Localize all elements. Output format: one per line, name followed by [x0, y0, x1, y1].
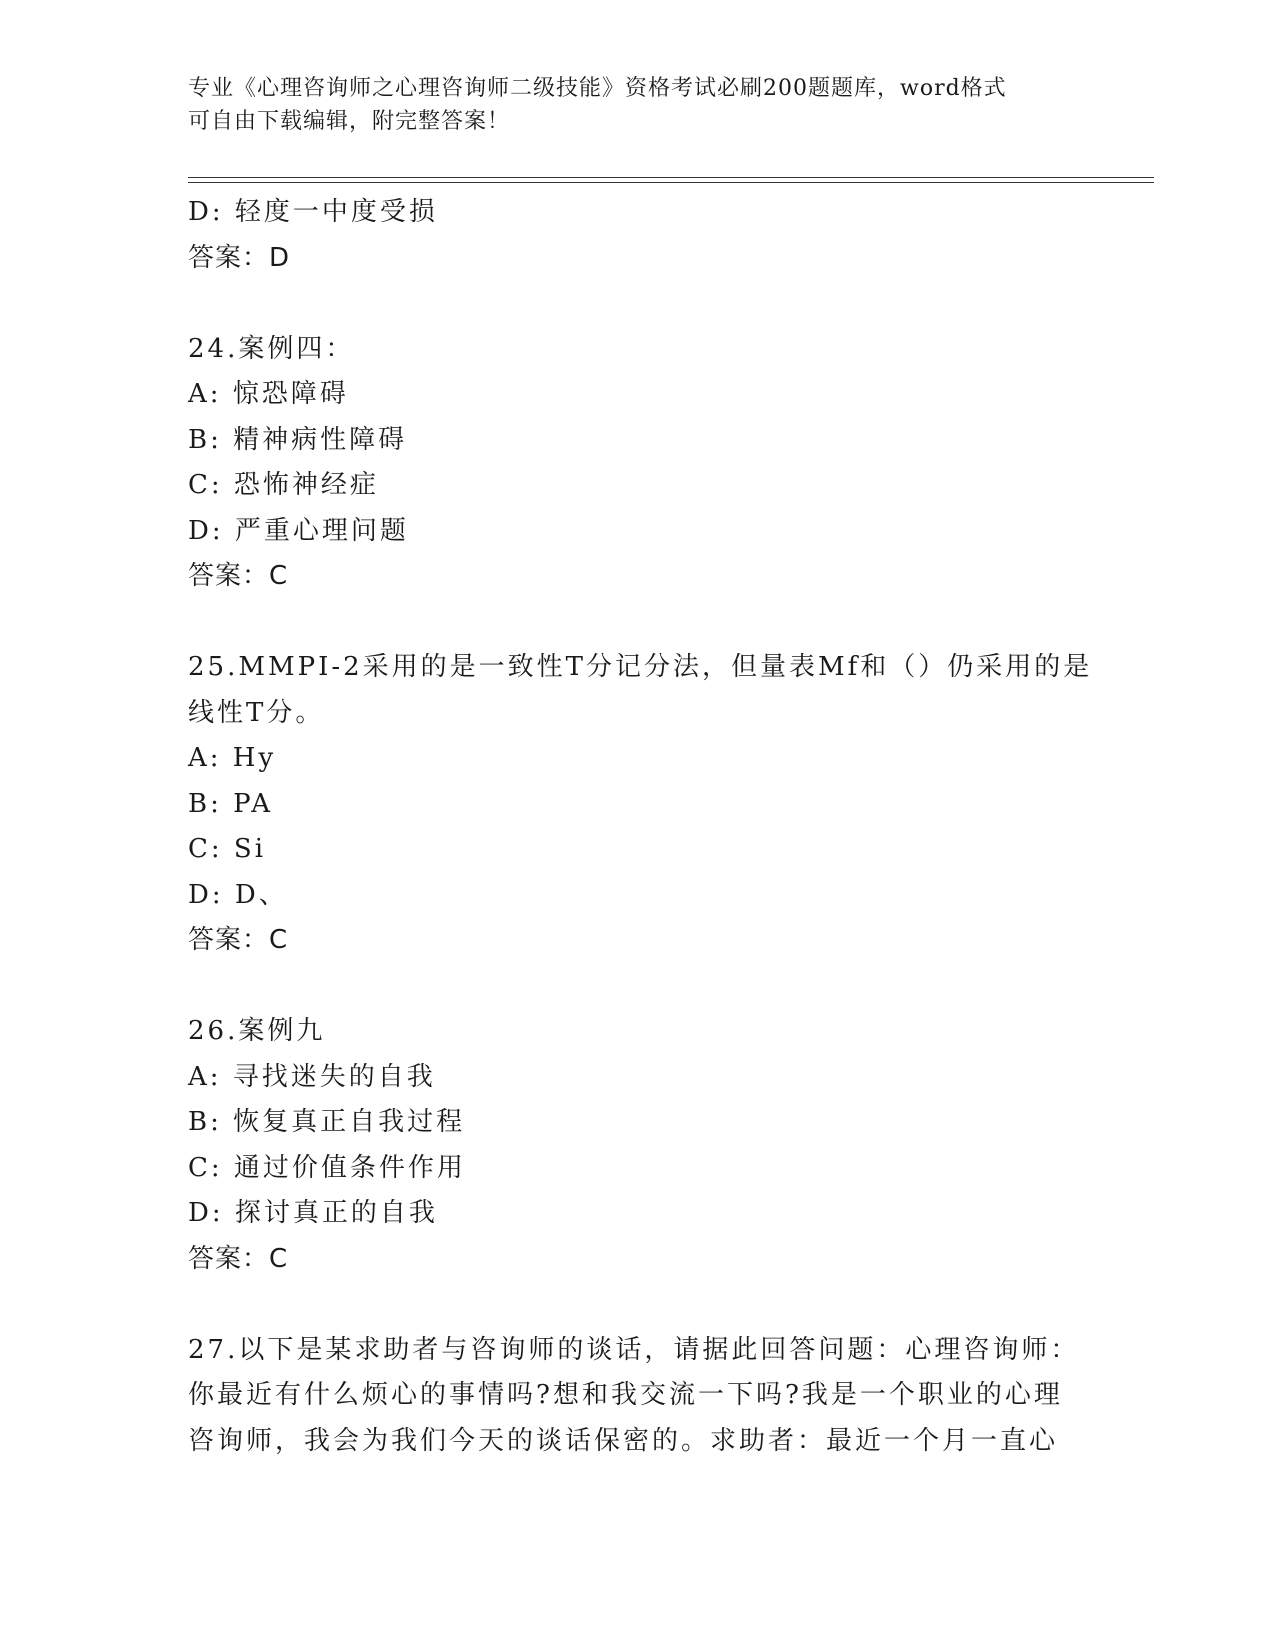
question-24-stem: 24.案例四： — [188, 333, 355, 364]
header-rule-top — [188, 177, 1154, 178]
header-title-line-2: 可自由下载编辑，附完整答案！ — [188, 109, 511, 134]
prev-option-d: D: 轻度一中度受损 — [188, 197, 438, 227]
question-26-option-b: B: 恢复真正自我过程 — [188, 1107, 466, 1137]
question-25-answer: 答案：C — [188, 925, 289, 955]
question-24-option-b: B: 精神病性障碍 — [188, 424, 408, 455]
question-26-option-a: A: 寻找迷失的自我 — [188, 1061, 436, 1092]
question-27-stem-line-1: 27.以下是某求助者与咨询师的谈话，请据此回答问题：心理咨询师： — [188, 1334, 1080, 1365]
prev-answer: 答案：D — [188, 242, 291, 273]
question-27-stem-line-2: 你最近有什么烦心的事情吗?想和我交流一下吗?我是一个职业的心理 — [188, 1380, 1063, 1410]
question-26-answer: 答案：C — [188, 1243, 289, 1274]
question-24-answer: 答案：C — [188, 561, 289, 591]
question-26-option-c: C: 通过价值条件作用 — [188, 1152, 466, 1183]
document-header — [188, 72, 1068, 138]
spacer — [188, 600, 1068, 646]
question-24-option-a: A: 惊恐障碍 — [188, 379, 349, 409]
question-25-option-b: B: PA — [188, 788, 274, 819]
question-25-stem-line-1: 25.MMPI-2采用的是一致性T分记分法，但量表Mf和（）仍采用的是 — [188, 652, 1093, 682]
question-25-option-d: D: D、 — [188, 879, 288, 910]
header-title-line-1: 专业《心理咨询师之心理咨询师二级技能》资格考试必刷200题题库，word格式 — [188, 76, 1007, 101]
header-rule-bottom — [188, 182, 1154, 183]
question-24-option-c: C: 恐怖神经症 — [188, 470, 379, 500]
question-26-stem: 26.案例九 — [188, 1016, 326, 1046]
question-25-option-a: A: Hy — [188, 743, 277, 773]
spacer — [188, 281, 1068, 327]
question-26-option-d: D: 探讨真正的自我 — [188, 1198, 438, 1228]
question-25-option-c: C: Si — [188, 834, 267, 864]
spacer — [188, 964, 1068, 1010]
document-body — [188, 190, 1093, 1464]
spacer — [188, 1282, 1068, 1328]
question-25-stem-line-2: 线性T分。 — [188, 697, 325, 728]
question-27-stem-line-3: 咨询师，我会为我们今天的谈话保密的。求助者：最近一个月一直心 — [188, 1425, 1059, 1456]
question-24-option-d: D: 严重心理问题 — [188, 515, 409, 546]
